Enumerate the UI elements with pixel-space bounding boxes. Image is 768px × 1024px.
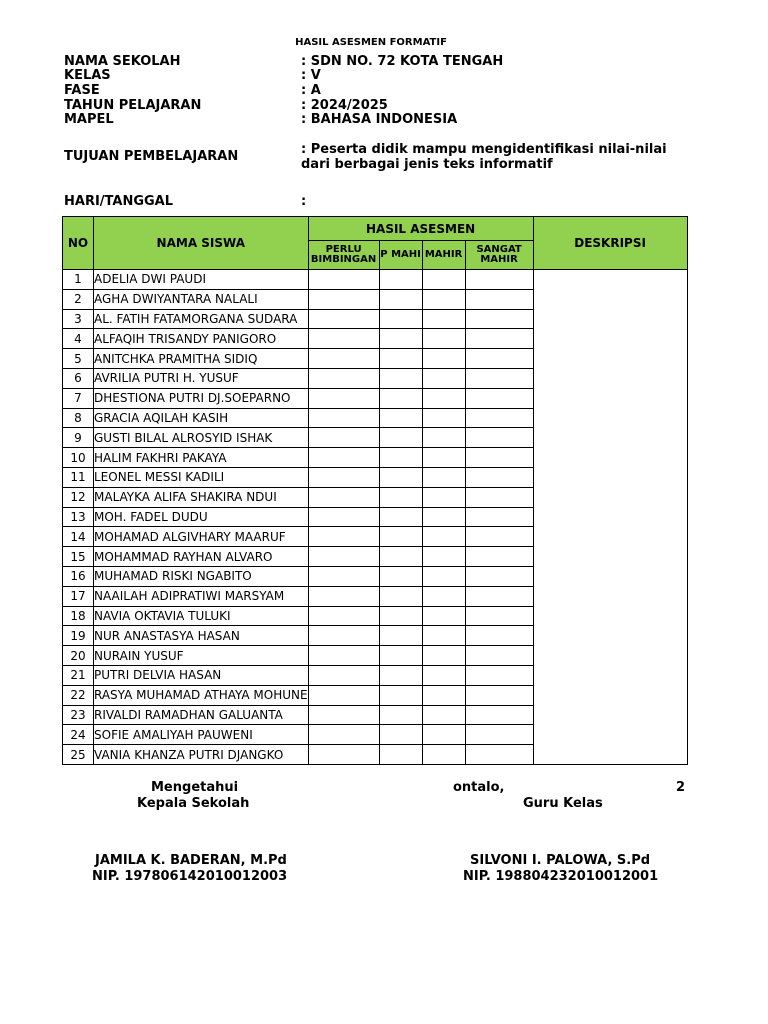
score-cell-perlu-bimbingan[interactable] bbox=[308, 289, 379, 309]
score-cell-sangat-mahir[interactable] bbox=[465, 487, 533, 507]
student-name-cell bbox=[94, 349, 309, 369]
score-cell-mahir-awal[interactable] bbox=[379, 566, 422, 586]
signature-left-name: JAMILA K. BADERAN, M.Pd bbox=[95, 853, 287, 868]
row-number: 17 bbox=[63, 586, 94, 606]
score-cell-mahir[interactable] bbox=[422, 547, 465, 567]
signature-right-nip: NIP. 198804232010012001 bbox=[463, 869, 659, 884]
row-number: 9 bbox=[63, 428, 94, 448]
score-cell-sangat-mahir[interactable] bbox=[465, 725, 533, 745]
score-cell-sangat-mahir[interactable] bbox=[465, 289, 533, 309]
info-value-kelas: : V bbox=[301, 68, 321, 83]
score-cell-mahir[interactable] bbox=[422, 467, 465, 487]
score-cell-sangat-mahir[interactable] bbox=[465, 349, 533, 369]
score-cell-mahir-awal[interactable] bbox=[379, 547, 422, 567]
student-name: AVRILIA PUTRI H. YUSUF bbox=[94, 371, 239, 386]
score-cell-mahir-awal[interactable] bbox=[379, 527, 422, 547]
score-cell-mahir[interactable] bbox=[422, 507, 465, 527]
row-number: 25 bbox=[63, 745, 94, 765]
score-cell-sangat-mahir[interactable] bbox=[465, 547, 533, 567]
student-name: RIVALDI RAMADHAN GALUANTA bbox=[94, 707, 283, 722]
student-name-cell bbox=[94, 665, 309, 685]
info-label-mapel: MAPEL bbox=[64, 112, 114, 127]
row-number: 20 bbox=[63, 646, 94, 666]
info-value-mapel: : BAHASA INDONESIA bbox=[301, 112, 458, 127]
score-cell-mahir[interactable] bbox=[422, 665, 465, 685]
student-name-cell bbox=[94, 626, 309, 646]
score-cell-perlu-bimbingan[interactable] bbox=[308, 547, 379, 567]
row-number: 16 bbox=[63, 566, 94, 586]
row-number: 4 bbox=[63, 329, 94, 349]
score-cell-perlu-bimbingan[interactable] bbox=[308, 487, 379, 507]
table-row bbox=[63, 270, 688, 290]
score-cell-perlu-bimbingan[interactable] bbox=[308, 745, 379, 765]
score-cell-mahir[interactable] bbox=[422, 329, 465, 349]
signature-right-date-fragment: 2 bbox=[676, 780, 686, 795]
score-cell-perlu-bimbingan[interactable] bbox=[308, 646, 379, 666]
student-name-cell bbox=[94, 428, 309, 448]
student-name: MALAYKA ALIFA SHAKIRA NDUI bbox=[94, 490, 277, 505]
student-name: NAAILAH ADIPRATIWI MARSYAM bbox=[94, 589, 285, 604]
info-label-nama-sekolah: NAMA SEKOLAH bbox=[64, 54, 181, 69]
score-cell-mahir[interactable] bbox=[422, 349, 465, 369]
row-number: 21 bbox=[63, 665, 94, 685]
score-cell-sangat-mahir[interactable] bbox=[465, 388, 533, 408]
score-cell-sangat-mahir[interactable] bbox=[465, 665, 533, 685]
score-cell-perlu-bimbingan[interactable] bbox=[308, 665, 379, 685]
score-cell-mahir-awal[interactable] bbox=[379, 646, 422, 666]
student-name-cell bbox=[94, 388, 309, 408]
signature-left-mengetahui: Mengetahui bbox=[151, 780, 239, 795]
row-number: 1 bbox=[63, 270, 94, 290]
score-cell-perlu-bimbingan[interactable] bbox=[308, 685, 379, 705]
score-cell-mahir-awal[interactable] bbox=[379, 448, 422, 468]
score-cell-sangat-mahir[interactable] bbox=[465, 309, 533, 329]
score-cell-mahir[interactable] bbox=[422, 270, 465, 290]
student-name: MOH. FADEL DUDU bbox=[94, 509, 208, 524]
score-cell-perlu-bimbingan[interactable] bbox=[308, 467, 379, 487]
score-cell-mahir-awal[interactable] bbox=[379, 289, 422, 309]
score-cell-perlu-bimbingan[interactable] bbox=[308, 586, 379, 606]
deskripsi-cell[interactable] bbox=[533, 270, 687, 765]
student-name-cell bbox=[94, 487, 309, 507]
score-cell-perlu-bimbingan[interactable] bbox=[308, 329, 379, 349]
signature-left-role: Kepala Sekolah bbox=[137, 796, 250, 811]
row-number: 14 bbox=[63, 527, 94, 547]
score-cell-mahir[interactable] bbox=[422, 626, 465, 646]
score-cell-perlu-bimbingan[interactable] bbox=[308, 606, 379, 626]
row-number: 23 bbox=[63, 705, 94, 725]
score-cell-mahir-awal[interactable] bbox=[379, 626, 422, 646]
score-cell-mahir[interactable] bbox=[422, 388, 465, 408]
row-number: 6 bbox=[63, 368, 94, 388]
score-cell-perlu-bimbingan[interactable] bbox=[308, 448, 379, 468]
student-name-cell bbox=[94, 448, 309, 468]
score-cell-mahir[interactable] bbox=[422, 705, 465, 725]
score-cell-mahir-awal[interactable] bbox=[379, 309, 422, 329]
score-cell-sangat-mahir[interactable] bbox=[465, 527, 533, 547]
student-name-cell bbox=[94, 725, 309, 745]
student-name: NUR ANASTASYA HASAN bbox=[94, 628, 240, 643]
score-cell-sangat-mahir[interactable] bbox=[465, 507, 533, 527]
score-cell-mahir-awal[interactable] bbox=[379, 487, 422, 507]
row-number: 7 bbox=[63, 388, 94, 408]
score-cell-sangat-mahir[interactable] bbox=[465, 626, 533, 646]
score-cell-mahir-awal[interactable] bbox=[379, 388, 422, 408]
student-name-cell bbox=[94, 606, 309, 626]
score-cell-perlu-bimbingan[interactable] bbox=[308, 408, 379, 428]
score-cell-perlu-bimbingan[interactable] bbox=[308, 705, 379, 725]
score-cell-mahir[interactable] bbox=[422, 448, 465, 468]
row-number: 8 bbox=[63, 408, 94, 428]
score-cell-sangat-mahir[interactable] bbox=[465, 566, 533, 586]
header-perlu-bimbingan: PERLU BIMBINGAN bbox=[308, 241, 379, 270]
info-value-fase: : A bbox=[301, 83, 321, 98]
score-cell-mahir-awal[interactable] bbox=[379, 586, 422, 606]
score-cell-mahir[interactable] bbox=[422, 566, 465, 586]
score-cell-perlu-bimbingan[interactable] bbox=[308, 507, 379, 527]
header-hasil-asesmen: HASIL ASESMEN bbox=[308, 217, 533, 241]
student-name: PUTRI DELVIA HASAN bbox=[94, 668, 222, 683]
student-name: HALIM FAKHRI PAKAYA bbox=[94, 450, 227, 465]
signature-right-name: SILVONI I. PALOWA, S.Pd bbox=[470, 853, 651, 868]
score-cell-mahir[interactable] bbox=[422, 289, 465, 309]
tujuan-label: TUJUAN PEMBELAJARAN bbox=[64, 149, 239, 164]
student-name-cell bbox=[94, 507, 309, 527]
student-name-cell bbox=[94, 408, 309, 428]
score-cell-sangat-mahir[interactable] bbox=[465, 606, 533, 626]
info-label-fase: FASE bbox=[64, 83, 100, 98]
info-label-kelas: KELAS bbox=[64, 68, 111, 83]
signature-left-nip: NIP. 197806142010012003 bbox=[92, 869, 288, 884]
student-name: ADELIA DWI PAUDI bbox=[94, 272, 206, 287]
score-cell-mahir[interactable] bbox=[422, 368, 465, 388]
student-name: RASYA MUHAMAD ATHAYA MOHUNE bbox=[94, 688, 308, 703]
student-name: MOHAMMAD RAYHAN ALVARO bbox=[94, 549, 273, 564]
score-cell-mahir-awal[interactable] bbox=[379, 725, 422, 745]
score-cell-perlu-bimbingan[interactable] bbox=[308, 626, 379, 646]
info-label-tahun-pelajaran: TAHUN PELAJARAN bbox=[64, 98, 202, 113]
score-cell-mahir-awal[interactable] bbox=[379, 368, 422, 388]
student-name-cell bbox=[94, 368, 309, 388]
score-cell-mahir[interactable] bbox=[422, 685, 465, 705]
score-cell-mahir[interactable] bbox=[422, 725, 465, 745]
score-cell-sangat-mahir[interactable] bbox=[465, 408, 533, 428]
score-cell-mahir-awal[interactable] bbox=[379, 665, 422, 685]
score-cell-mahir-awal[interactable] bbox=[379, 606, 422, 626]
score-cell-sangat-mahir[interactable] bbox=[465, 270, 533, 290]
score-cell-perlu-bimbingan[interactable] bbox=[308, 270, 379, 290]
score-cell-mahir-awal[interactable] bbox=[379, 408, 422, 428]
header-deskripsi: DESKRIPSI bbox=[533, 217, 687, 270]
student-name-cell bbox=[94, 527, 309, 547]
score-cell-mahir[interactable] bbox=[422, 745, 465, 765]
header-sangat-mahir: SANGAT MAHIR bbox=[465, 241, 533, 270]
row-number: 18 bbox=[63, 606, 94, 626]
row-number: 13 bbox=[63, 507, 94, 527]
score-cell-mahir-awal[interactable] bbox=[379, 329, 422, 349]
score-cell-mahir[interactable] bbox=[422, 309, 465, 329]
row-number: 10 bbox=[63, 448, 94, 468]
header-mahir-awal: P MAHI bbox=[379, 241, 422, 270]
score-cell-mahir-awal[interactable] bbox=[379, 705, 422, 725]
score-cell-mahir[interactable] bbox=[422, 586, 465, 606]
row-number: 3 bbox=[63, 309, 94, 329]
student-name: ANITCHKA PRAMITHA SIDIQ bbox=[94, 351, 258, 366]
student-name-cell bbox=[94, 745, 309, 765]
score-cell-mahir[interactable] bbox=[422, 487, 465, 507]
score-cell-perlu-bimbingan[interactable] bbox=[308, 566, 379, 586]
student-name-cell bbox=[94, 646, 309, 666]
row-number: 11 bbox=[63, 467, 94, 487]
score-cell-sangat-mahir[interactable] bbox=[465, 685, 533, 705]
student-name-cell bbox=[94, 705, 309, 725]
student-name: AL. FATIH FATAMORGANA SUDARA bbox=[94, 311, 298, 326]
row-number: 5 bbox=[63, 349, 94, 369]
score-cell-mahir-awal[interactable] bbox=[379, 507, 422, 527]
row-number: 19 bbox=[63, 626, 94, 646]
student-name: GRACIA AQILAH KASIH bbox=[94, 410, 229, 425]
score-cell-mahir-awal[interactable] bbox=[379, 349, 422, 369]
score-cell-sangat-mahir[interactable] bbox=[465, 329, 533, 349]
student-name: SOFIE AMALIYAH PAUWENI bbox=[94, 727, 253, 742]
score-cell-mahir-awal[interactable] bbox=[379, 428, 422, 448]
row-number: 24 bbox=[63, 725, 94, 745]
student-name-cell bbox=[94, 270, 309, 290]
student-name: VANIA KHANZA PUTRI DJANGKO bbox=[94, 747, 284, 762]
student-name-cell bbox=[94, 685, 309, 705]
student-name: ALFAQIH TRISANDY PANIGORO bbox=[94, 331, 277, 346]
row-number: 22 bbox=[63, 685, 94, 705]
student-name: NAVIA OKTAVIA TULUKI bbox=[94, 608, 231, 623]
score-cell-mahir[interactable] bbox=[422, 428, 465, 448]
tujuan-value: : Peserta didik mampu mengidentifikasi nilai-nilai dari berbagai jenis teks informatif bbox=[301, 142, 667, 172]
score-cell-mahir[interactable] bbox=[422, 606, 465, 626]
score-cell-perlu-bimbingan[interactable] bbox=[308, 368, 379, 388]
student-name-cell bbox=[94, 547, 309, 567]
score-cell-sangat-mahir[interactable] bbox=[465, 467, 533, 487]
document-title: HASIL ASESMEN FORMATIF bbox=[295, 37, 447, 48]
score-cell-mahir-awal[interactable] bbox=[379, 745, 422, 765]
student-name: MUHAMAD RISKI NGABITO bbox=[94, 569, 252, 584]
score-cell-perlu-bimbingan[interactable] bbox=[308, 527, 379, 547]
score-cell-mahir-awal[interactable] bbox=[379, 467, 422, 487]
score-cell-sangat-mahir[interactable] bbox=[465, 745, 533, 765]
student-name-cell bbox=[94, 289, 309, 309]
score-cell-mahir-awal[interactable] bbox=[379, 270, 422, 290]
score-cell-perlu-bimbingan[interactable] bbox=[308, 309, 379, 329]
score-cell-mahir[interactable] bbox=[422, 408, 465, 428]
tanggal-value: : bbox=[301, 194, 307, 209]
info-value-nama-sekolah: : SDN NO. 72 KOTA TENGAH bbox=[301, 54, 504, 69]
header-nama-siswa: NAMA SISWA bbox=[94, 217, 309, 270]
score-cell-sangat-mahir[interactable] bbox=[465, 448, 533, 468]
score-cell-sangat-mahir[interactable] bbox=[465, 586, 533, 606]
student-name: LEONEL MESSI KADILI bbox=[94, 470, 225, 485]
score-cell-mahir[interactable] bbox=[422, 646, 465, 666]
score-cell-perlu-bimbingan[interactable] bbox=[308, 725, 379, 745]
assessment-table bbox=[62, 216, 688, 765]
student-name: AGHA DWIYANTARA NALALI bbox=[94, 292, 258, 307]
student-name: NURAIN YUSUF bbox=[94, 648, 184, 663]
row-number: 12 bbox=[63, 487, 94, 507]
student-name: GUSTI BILAL ALROSYID ISHAK bbox=[94, 430, 273, 445]
row-number: 2 bbox=[63, 289, 94, 309]
signature-right-place: ontalo, bbox=[453, 780, 505, 795]
header-mahir: MAHIR bbox=[422, 241, 465, 270]
student-name: MOHAMAD ALGIVHARY MAARUF bbox=[94, 529, 286, 544]
student-name-cell bbox=[94, 566, 309, 586]
student-name-cell bbox=[94, 586, 309, 606]
score-cell-perlu-bimbingan[interactable] bbox=[308, 388, 379, 408]
student-name-cell bbox=[94, 309, 309, 329]
score-cell-sangat-mahir[interactable] bbox=[465, 428, 533, 448]
student-name: DHESTIONA PUTRI DJ.SOEPARNO bbox=[94, 391, 291, 406]
score-cell-sangat-mahir[interactable] bbox=[465, 368, 533, 388]
score-cell-sangat-mahir[interactable] bbox=[465, 646, 533, 666]
score-cell-perlu-bimbingan[interactable] bbox=[308, 349, 379, 369]
info-value-tahun-pelajaran: : 2024/2025 bbox=[301, 98, 388, 113]
score-cell-mahir-awal[interactable] bbox=[379, 685, 422, 705]
signature-right-role: Guru Kelas bbox=[523, 796, 603, 811]
score-cell-mahir[interactable] bbox=[422, 527, 465, 547]
tanggal-label: HARI/TANGGAL bbox=[64, 194, 174, 209]
score-cell-sangat-mahir[interactable] bbox=[465, 705, 533, 725]
row-number: 15 bbox=[63, 547, 94, 567]
header-no: NO bbox=[63, 217, 94, 270]
student-name-cell bbox=[94, 467, 309, 487]
student-name-cell bbox=[94, 329, 309, 349]
score-cell-perlu-bimbingan[interactable] bbox=[308, 428, 379, 448]
